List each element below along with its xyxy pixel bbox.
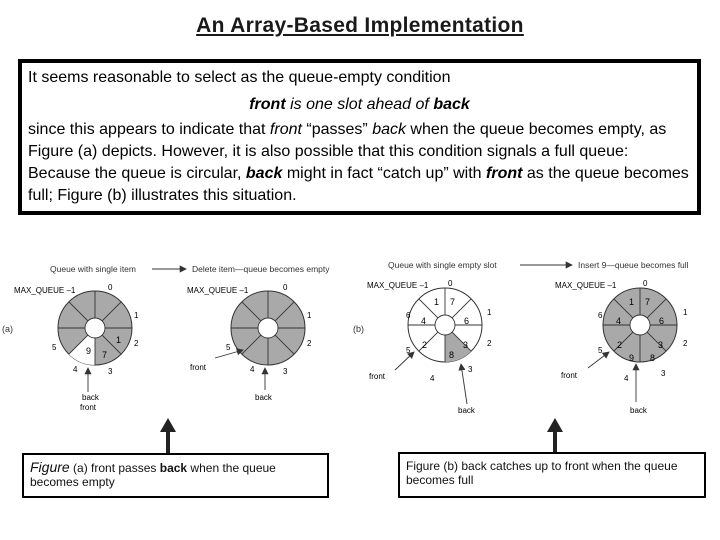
- index-label: 0: [643, 279, 648, 288]
- queue-figure: [0, 248, 720, 453]
- index-label: 5: [226, 343, 231, 352]
- up-arrow-icon: [166, 430, 170, 454]
- para-part: “passes”: [301, 121, 373, 138]
- index-label: 0: [108, 283, 113, 292]
- front-pointer-label: front: [190, 363, 207, 372]
- index-label: 4: [250, 365, 255, 374]
- front-pointer-label: front: [561, 371, 578, 380]
- index-label: 6: [598, 311, 603, 320]
- header-a-right: Delete item—queue becomes empty: [192, 264, 330, 274]
- index-label: 1: [134, 311, 139, 320]
- para-part: might in fact “catch up” with: [282, 165, 487, 182]
- index-label: 3: [661, 369, 666, 378]
- explanation-paragraph: [28, 119, 691, 207]
- cell-value: 3: [658, 340, 664, 350]
- back-pointer-label: back: [255, 393, 272, 402]
- index-label: 4: [624, 374, 629, 383]
- label-b: (b): [353, 324, 364, 334]
- cell-value: 8: [449, 350, 455, 360]
- header-a-left: Queue with single item: [50, 264, 136, 274]
- index-label: 0: [448, 279, 453, 288]
- cell-value: 4: [616, 316, 622, 326]
- up-arrow-icon: [553, 430, 557, 452]
- index-label: 0: [283, 283, 288, 292]
- cell-value: 6: [659, 316, 665, 326]
- back-pointer-label: back: [458, 406, 475, 415]
- cell-value: 4: [421, 316, 427, 326]
- cell-value: 3: [463, 340, 469, 350]
- para-back: back: [372, 121, 406, 138]
- back-term: back: [433, 96, 470, 113]
- header-b-left: Queue with single empty slot: [388, 260, 497, 270]
- label-a: (a): [2, 324, 13, 334]
- cell-value: 1: [434, 297, 440, 307]
- index-label: 2: [487, 339, 492, 348]
- circular-array-b2: [555, 279, 688, 415]
- index-label: 3: [108, 367, 113, 376]
- condition-mid: is one slot ahead of: [285, 96, 434, 113]
- index-label: 5: [52, 343, 57, 352]
- cell-value: 9: [629, 353, 635, 363]
- index-label: 6: [406, 311, 411, 320]
- para-front: front: [269, 121, 302, 138]
- caption-text: (a) front passes: [69, 461, 160, 475]
- back-pointer-label: back: [82, 393, 99, 402]
- index-label: 3: [468, 365, 473, 374]
- index-label: 1: [683, 308, 688, 317]
- intro-line: It seems reasonable to select as the queue-empty condition: [28, 69, 451, 86]
- caption-back: back: [159, 461, 188, 475]
- back-pointer-label: back: [630, 406, 647, 415]
- circular-array-b1: [367, 279, 492, 415]
- cell-value: 6: [464, 316, 470, 326]
- index-label: 4: [430, 374, 435, 383]
- caption-figure-word: Figure: [30, 459, 70, 475]
- cell-value: 8: [650, 353, 656, 363]
- max-queue-label: MAX_QUEUE –1: [367, 281, 429, 290]
- para-front: front: [486, 165, 523, 182]
- max-queue-label: MAX_QUEUE –1: [187, 286, 249, 295]
- index-label: 1: [307, 311, 312, 320]
- caption-figure-a: [22, 453, 329, 498]
- cell-value: 7: [102, 350, 108, 360]
- para-part: when the queue becomes empty, as Figure (a) depicts. However, it is also possible that this condition signals a full queue: Because the queue is circular,: [28, 121, 667, 182]
- explanation-box: [18, 59, 701, 215]
- index-label: 1: [487, 308, 492, 317]
- front-pointer-label: front: [369, 372, 386, 381]
- condition-line: [28, 94, 691, 116]
- cell-value: 7: [645, 297, 651, 307]
- index-label: 5: [598, 346, 603, 355]
- front-term: front: [249, 96, 286, 113]
- front-pointer-label: front: [80, 403, 97, 412]
- max-queue-label: MAX_QUEUE –1: [555, 281, 617, 290]
- cell-value: 2: [422, 340, 428, 350]
- cell-value: 9: [86, 346, 92, 356]
- index-label: 2: [683, 339, 688, 348]
- cell-value: 1: [629, 297, 635, 307]
- index-label: 2: [307, 339, 312, 348]
- page-title: An Array-Based Implementation: [196, 14, 524, 37]
- index-label: 4: [73, 365, 78, 374]
- para-part: since this appears to indicate that: [28, 121, 270, 138]
- circular-array-a1: [14, 283, 139, 412]
- para-back: back: [245, 165, 283, 182]
- caption-text: when the queue becomes empty: [30, 461, 276, 489]
- max-queue-label: MAX_QUEUE –1: [14, 286, 76, 295]
- header-b-right: Insert 9—queue becomes full: [578, 260, 689, 270]
- circular-array-a2: [187, 283, 312, 402]
- cell-value: 2: [617, 340, 623, 350]
- cell-value: 1: [116, 335, 122, 345]
- index-label: 3: [283, 367, 288, 376]
- cell-value: 7: [450, 297, 456, 307]
- index-label: 2: [134, 339, 139, 348]
- para-part: as the queue becomes full; Figure (b) illustrates this situation.: [28, 165, 689, 204]
- caption-figure-b: Figure (b) back catches up to front when the queue becomes full: [398, 452, 706, 498]
- index-label: 5: [406, 346, 411, 355]
